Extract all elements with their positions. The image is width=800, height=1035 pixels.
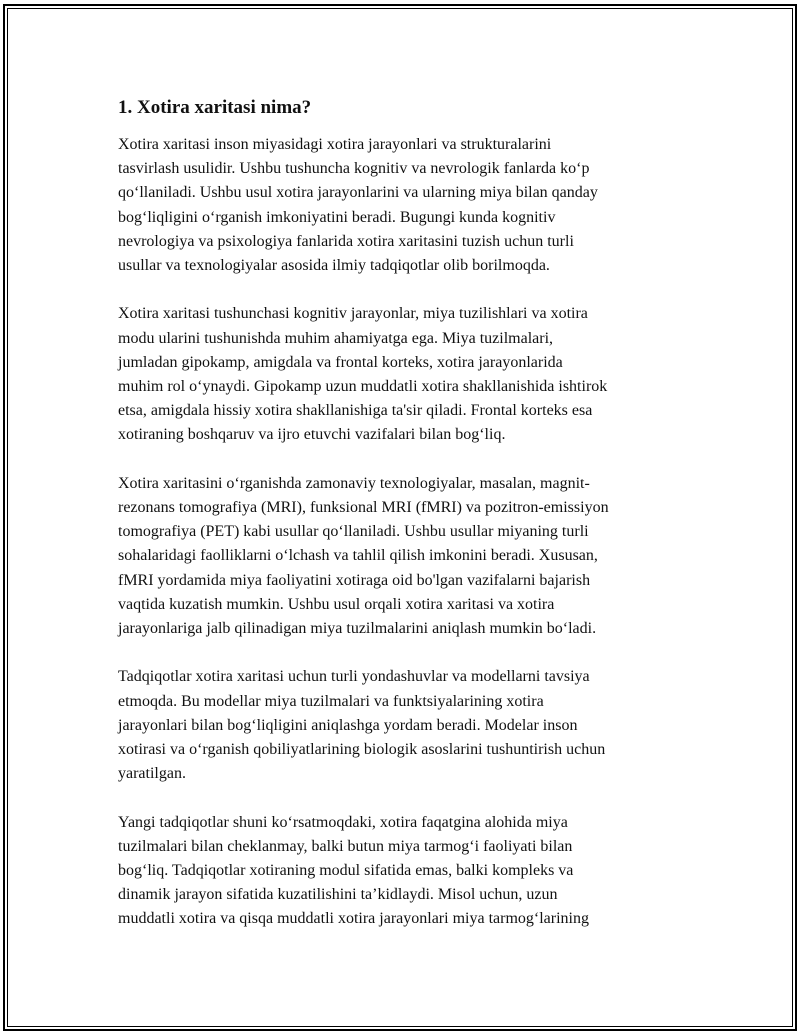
section-heading: 1. Xotira xaritasi nima? — [118, 97, 312, 118]
text-line: nevrologiya va psixologiya fanlarida xotira xaritasini tuzish uchun turli — [118, 232, 574, 250]
text-line: jarayonlari bilan bog‘liqligini aniqlashga yordam beradi. Modelar inson — [118, 716, 578, 734]
text-line: sohalaridagi faolliklarni o‘lchash va tahlil qilish imkonini beradi. Xususan, — [118, 547, 598, 565]
document-body — [118, 95, 680, 956]
paragraph-3 — [118, 472, 680, 641]
text-line: jarayonlariga jalb qilinadigan miya tuzilmalarini aniqlash mumkin bo‘ladi. — [118, 620, 597, 638]
paragraph-1 — [118, 133, 680, 278]
text-line: Xotira xaritasi tushunchasi kognitiv jarayonlar, miya tuzilishlari va xotira — [118, 305, 588, 323]
text-line: xotiraning boshqaruv va ijro etuvchi vazifalari bilan bog‘liq. — [118, 426, 506, 444]
text-line: muhim rol o‘ynaydi. Gipokamp uzun muddatli xotira shakllanishida ishtirok — [118, 378, 608, 396]
paragraph-5 — [118, 811, 680, 932]
paragraph-4 — [118, 665, 680, 786]
text-line: Yangi tadqiqotlar shuni ko‘rsatmoqdaki, xotira faqatgina alohida miya — [118, 813, 568, 831]
text-line: Xotira xaritasini o‘rganishda zamonaviy texnologiyalar, masalan, magnit- — [118, 474, 590, 492]
text-line: xotirasi va o‘rganish qobiliyatlarining biologik asoslarini tushuntirish uchun — [118, 741, 606, 759]
text-line: Xotira xaritasi inson miyasidagi xotira jarayonlari va strukturalarini — [118, 136, 552, 153]
text-line: vaqtida kuzatish mumkin. Ushbu usul orqali xotira xaritasi va xotira — [118, 595, 555, 613]
text-line: rezonans tomografiya (MRI), funksional MRI (fMRI) va pozitron-emissiyon — [118, 499, 609, 517]
text-line: etmoqda. Bu modellar miya tuzilmalari va funktsiyalarining xotira — [118, 692, 544, 710]
text-line: Tadqiqotlar xotira xaritasi uchun turli yondashuvlar va modellarni tavsiya — [118, 668, 590, 686]
text-line: tasvirlash usulidir. Ushbu tushuncha kognitiv va nevrologik fanlarda ko‘p — [118, 160, 590, 178]
text-line: dinamik jarayon sifatida kuzatilishini ta’kidlaydi. Misol uchun, uzun — [118, 886, 558, 904]
text-line: yaratilgan. — [118, 765, 186, 783]
text-line: muddatli xotira va qisqa muddatli xotira jarayonlari miya tarmog‘larining — [118, 910, 589, 928]
text-line: bog‘liq. Tadqiqotlar xotiraning modul sifatida emas, balki kompleks va — [118, 862, 574, 880]
text-line: modu ularini tushunishda muhim ahamiyatga ega. Miya tuzilmalari, — [118, 329, 554, 347]
text-line: bog‘liqligini o‘rganish imkoniyatini beradi. Bugungi kunda kognitiv — [118, 208, 556, 226]
text-line: tuzilmalari bilan cheklanmay, balki butun miya tarmog‘i faoliyati bilan — [118, 837, 573, 855]
text-line: etsa, amigdala hissiy xotira shakllanishiga ta'sir qiladi. Frontal korteks esa — [118, 402, 593, 420]
paragraph-2 — [118, 302, 680, 447]
text-line: qo‘llaniladi. Ushbu usul xotira jarayonlarini va ularning miya bilan qanday — [118, 184, 598, 202]
text-line: usullar va texnologiyalar asosida ilmiy tadqiqotlar olib borilmoqda. — [118, 257, 550, 275]
text-line: jumladan gipokamp, amigdala va frontal korteks, xotira jarayonlarida — [118, 353, 563, 371]
text-line: fMRI yordamida miya faoliyatini xotiraga oid bo'lgan vazifalarni bajarish — [118, 571, 591, 589]
text-line: tomografiya (PET) kabi usullar qo‘llaniladi. Ushbu usullar miyaning turli — [118, 523, 589, 541]
